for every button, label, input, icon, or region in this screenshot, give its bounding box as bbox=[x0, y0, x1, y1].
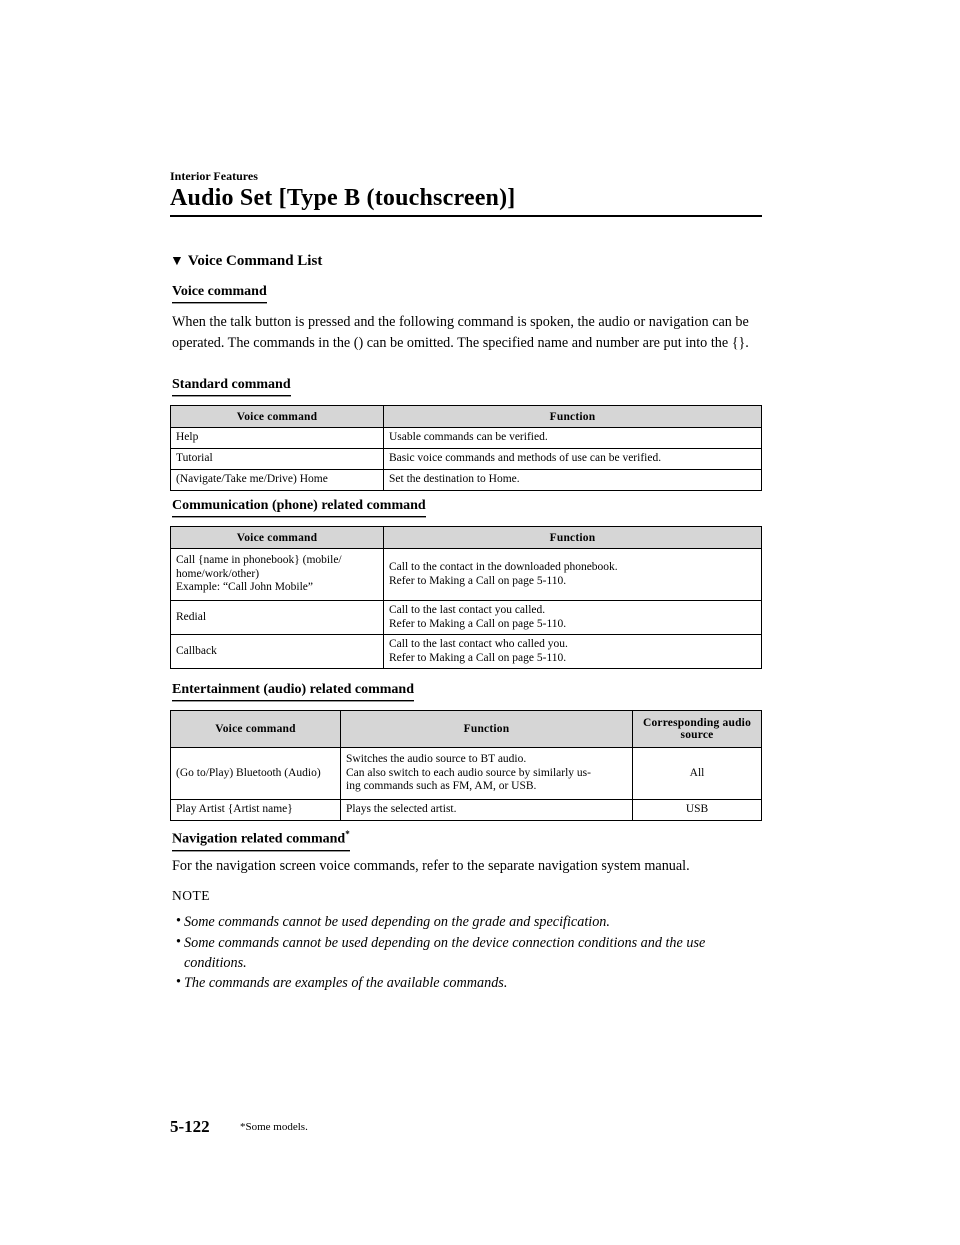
function-line: Refer to Making a Call on page 5-110. bbox=[389, 617, 567, 630]
column-header: Function bbox=[384, 527, 762, 549]
function-cell: Usable commands can be verified. bbox=[384, 428, 762, 449]
communication-command-heading: Communication (phone) related command bbox=[172, 498, 426, 517]
function-line: Refer to Making a Call on page 5-110. bbox=[389, 574, 567, 587]
function-cell: Basic voice commands and methods of use can be verified. bbox=[384, 449, 762, 470]
section-title: Voice Command List bbox=[187, 253, 323, 269]
function-cell bbox=[384, 549, 762, 601]
asterisk-mark: * bbox=[345, 829, 350, 839]
triangle-down-icon: ▼ bbox=[170, 254, 184, 269]
voice-command-heading: Voice command bbox=[172, 284, 267, 303]
table-header-row bbox=[171, 711, 762, 748]
note-text: Some commands cannot be used depending on the grade and specification. bbox=[184, 914, 610, 930]
table-header-row bbox=[171, 527, 762, 549]
column-header: Function bbox=[341, 711, 633, 748]
navigation-command-heading bbox=[172, 829, 350, 851]
function-cell bbox=[384, 601, 762, 635]
table-row bbox=[171, 601, 762, 635]
standard-command-heading: Standard command bbox=[172, 377, 291, 396]
note-item bbox=[176, 933, 759, 973]
table-row bbox=[171, 470, 762, 491]
function-line: Call to the contact in the downloaded phonebook. bbox=[389, 561, 618, 573]
function-line: Can also switch to each audio source by similarly us- bbox=[346, 766, 591, 779]
column-header: Voice command bbox=[171, 406, 384, 428]
command-line: Example: “Call John Mobile” bbox=[176, 581, 314, 594]
entertainment-command-table bbox=[170, 710, 762, 821]
column-header: Function bbox=[384, 406, 762, 428]
table-row bbox=[171, 748, 762, 800]
table-row bbox=[171, 428, 762, 449]
command-cell: (Navigate/Take me/Drive) Home bbox=[171, 470, 384, 491]
bullet-icon: • bbox=[176, 974, 181, 990]
function-cell: Plays the selected artist. bbox=[341, 800, 633, 821]
function-cell bbox=[341, 748, 633, 800]
column-header: Voice command bbox=[171, 527, 384, 549]
table-row bbox=[171, 549, 762, 601]
communication-command-table bbox=[170, 526, 762, 669]
function-cell: Set the destination to Home. bbox=[384, 470, 762, 491]
function-line: ing commands such as FM, AM, or USB. bbox=[346, 780, 537, 793]
page-title: Audio Set [Type B (touchscreen)] bbox=[170, 185, 516, 211]
command-cell: Redial bbox=[171, 601, 384, 635]
function-line: Switches the audio source to BT audio. bbox=[346, 753, 527, 766]
chapter-label: Interior Features bbox=[170, 169, 258, 183]
column-header: Voice command bbox=[171, 711, 341, 748]
command-line: Call {name in phonebook} (mobile/ bbox=[176, 554, 342, 567]
note-label: NOTE bbox=[172, 888, 210, 903]
page-number: 5-122 bbox=[170, 1117, 210, 1136]
footnote: *Some models. bbox=[240, 1121, 308, 1133]
table-header-row bbox=[171, 406, 762, 428]
entertainment-command-heading: Entertainment (audio) related command bbox=[172, 682, 414, 701]
command-cell: Callback bbox=[171, 635, 384, 669]
note-item bbox=[176, 973, 759, 993]
title-rule bbox=[170, 215, 762, 217]
function-line: Refer to Making a Call on page 5-110. bbox=[389, 651, 567, 664]
command-cell: Tutorial bbox=[171, 449, 384, 470]
table-row bbox=[171, 449, 762, 470]
column-header: Corresponding audio source bbox=[633, 711, 762, 748]
source-cell: All bbox=[633, 748, 762, 800]
command-cell: (Go to/Play) Bluetooth (Audio) bbox=[171, 748, 341, 800]
table-row bbox=[171, 800, 762, 821]
command-line: home/work/other) bbox=[176, 567, 260, 580]
navigation-heading-text: Navigation related command bbox=[172, 831, 346, 847]
table-row bbox=[171, 635, 762, 669]
note-item bbox=[176, 912, 759, 932]
command-cell: Help bbox=[171, 428, 384, 449]
function-line: Call to the last contact you called. bbox=[389, 604, 546, 616]
function-cell bbox=[384, 635, 762, 669]
bullet-icon: • bbox=[176, 934, 181, 950]
command-cell: Play Artist {Artist name} bbox=[171, 800, 341, 821]
bullet-icon: • bbox=[176, 913, 181, 929]
source-cell: USB bbox=[633, 800, 762, 821]
command-cell bbox=[171, 549, 384, 601]
voice-command-text: When the talk button is pressed and the following command is spoken, the audio or navigation can be operated. The commands in the () can be omitted. The specified name and number are put into the {}. bbox=[172, 314, 749, 351]
note-text: The commands are examples of the available commands. bbox=[184, 975, 508, 991]
note-text: Some commands cannot be used depending on the device connection conditions and the use conditions. bbox=[184, 935, 706, 971]
section-heading bbox=[170, 253, 322, 270]
standard-command-table bbox=[170, 405, 762, 491]
function-line: Call to the last contact who called you. bbox=[389, 638, 568, 650]
navigation-text: For the navigation screen voice commands, refer to the separate navigation system manual. bbox=[172, 858, 690, 874]
